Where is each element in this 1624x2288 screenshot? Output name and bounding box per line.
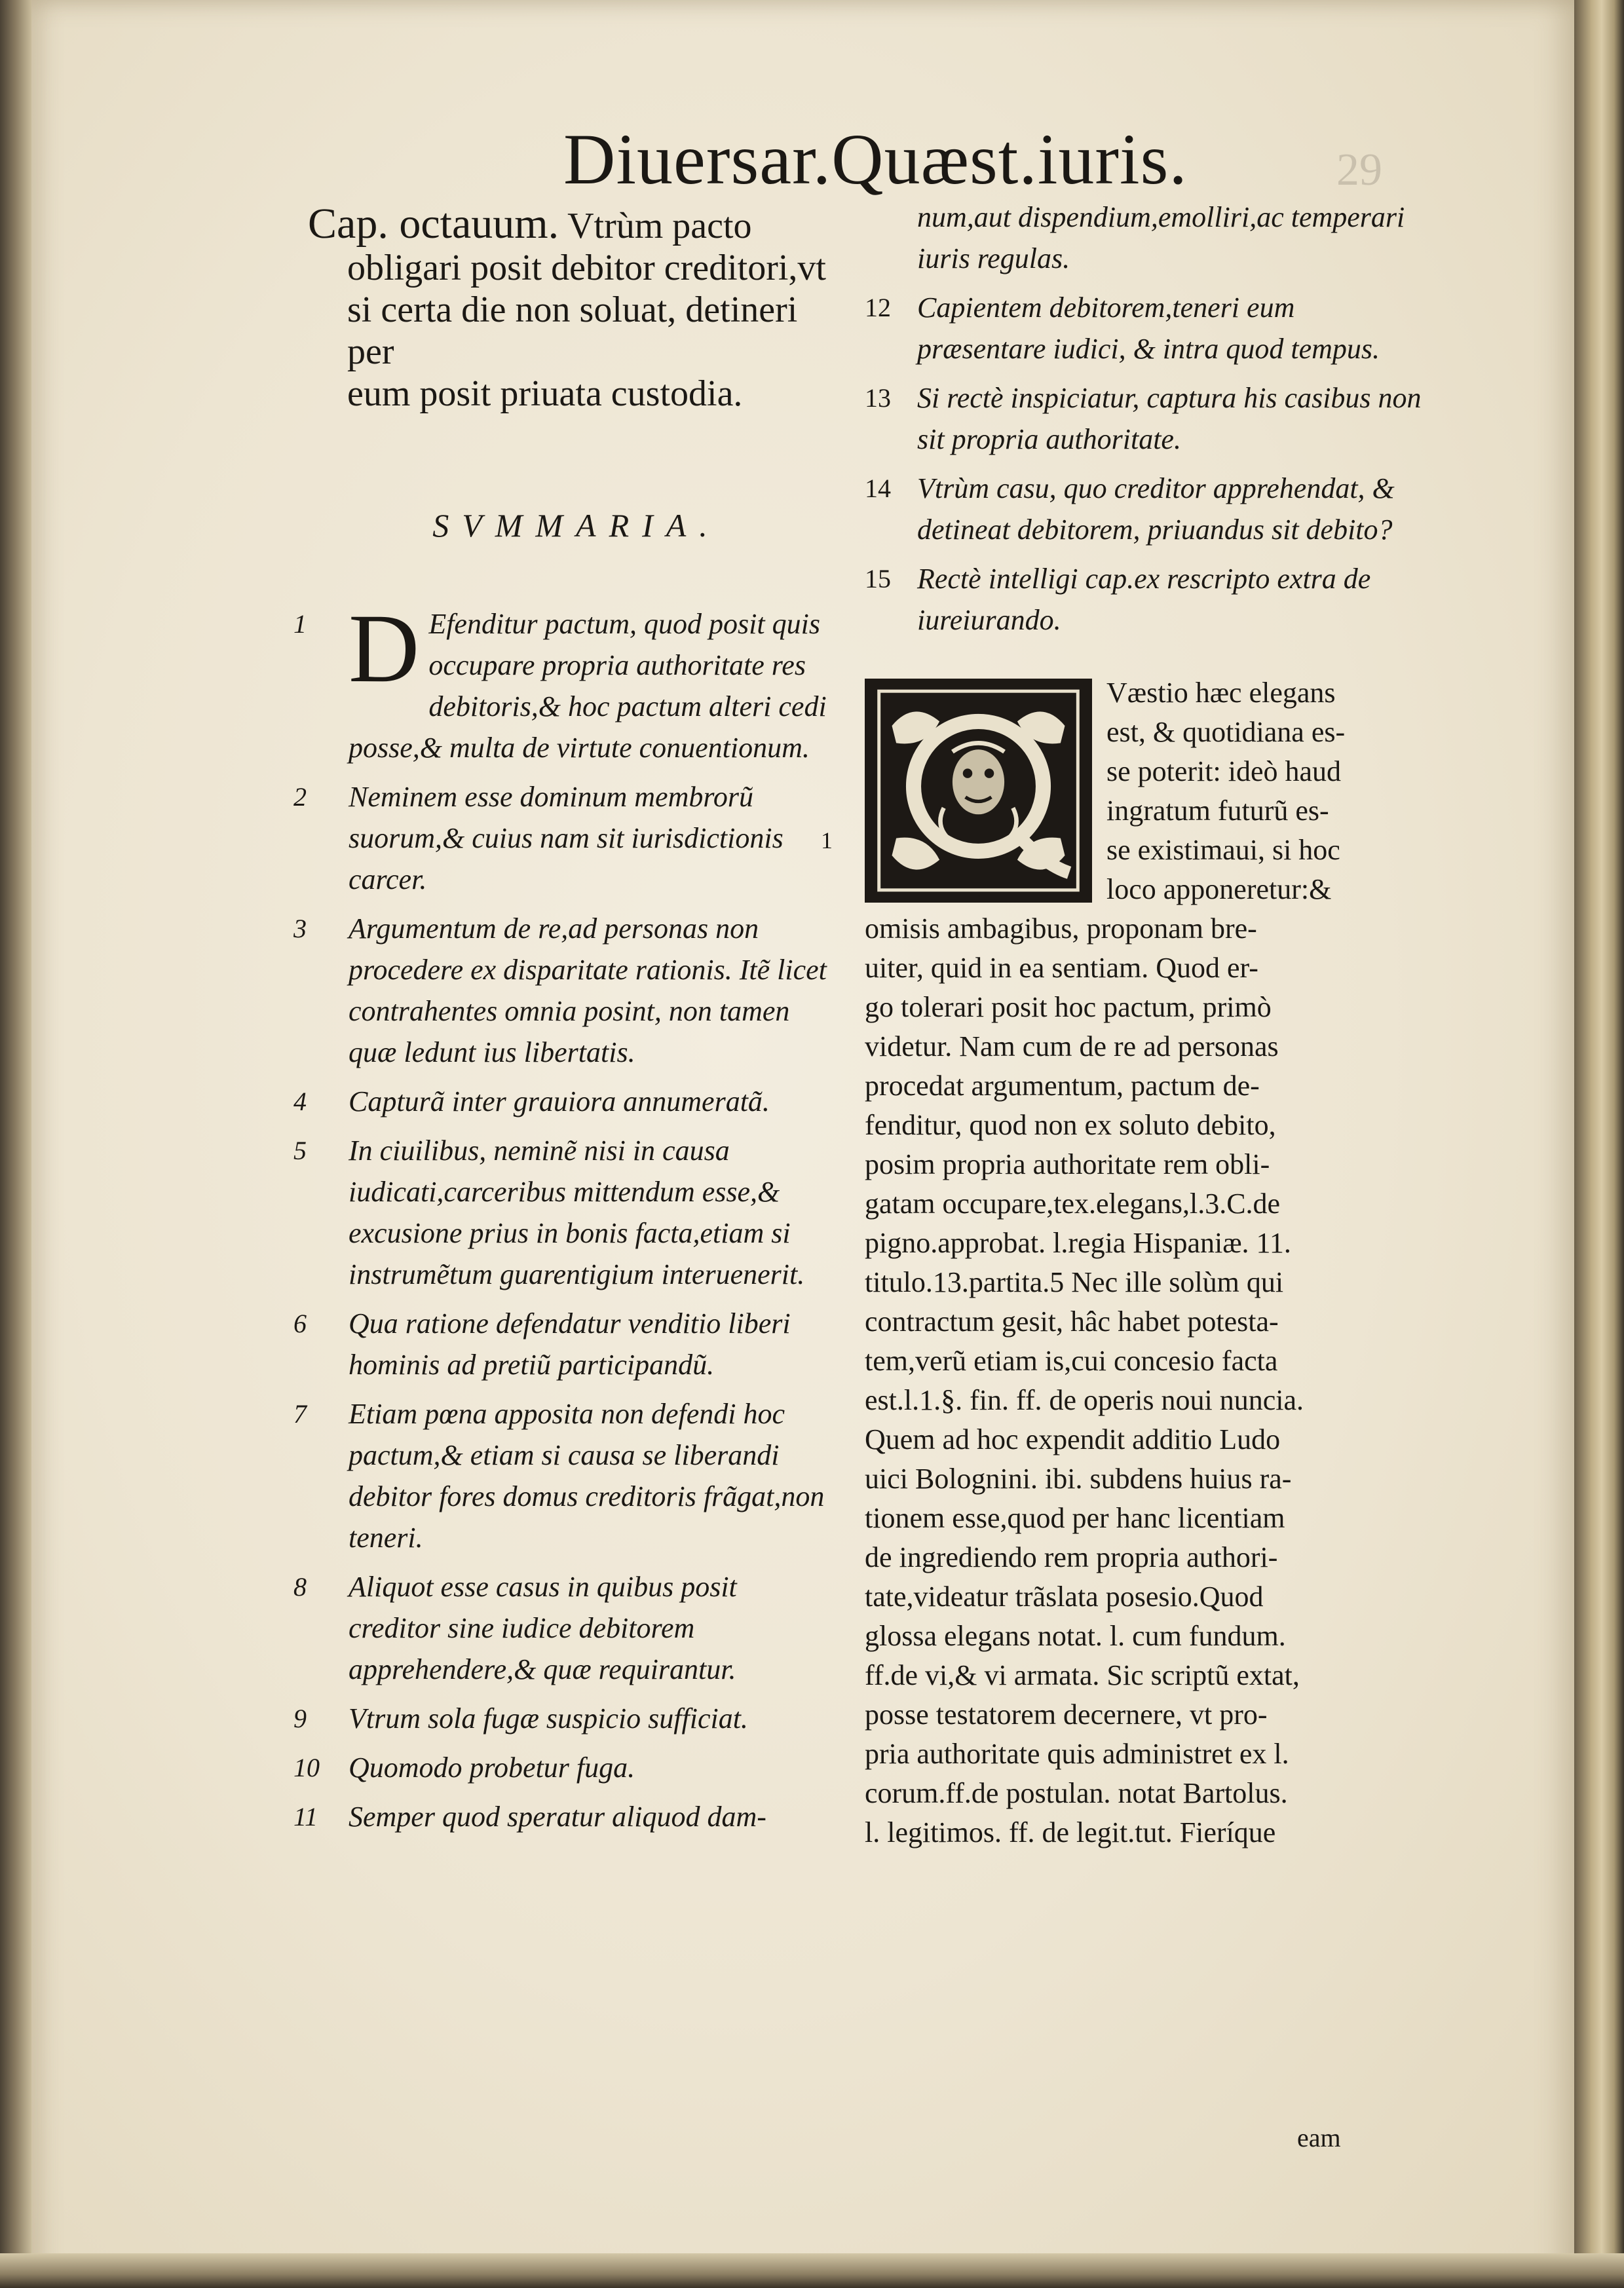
main-text-block: [865, 673, 1422, 1852]
body-line: tem,verũ etiam is,cui concesio facta: [865, 1345, 1278, 1377]
summaria-item-text: Argumentum de re,ad personas non procedere ex disparitate rationis. Itẽ licet contrahentes omnia posint, non tamen quæ ledunt ius libertatis.: [349, 912, 827, 1068]
summaria-item-text: Aliquot esse casus in quibus posit creditor sine iudice debitorem apprehendere,& quæ requirantur.: [349, 1571, 737, 1685]
woodcut-initial-icon: [869, 683, 1088, 899]
body-line: uici Bolognini. ibi. subdens huius ra-: [865, 1463, 1292, 1495]
body-line: ingratum futurũ es-: [1106, 795, 1329, 827]
summaria-item-number: 7: [293, 1399, 307, 1429]
body-line: Quem ad hoc expendit additio Ludo: [865, 1423, 1281, 1455]
body-line: pria authoritate quis administret ex l.: [865, 1738, 1289, 1770]
summaria-item: [865, 287, 1422, 369]
summaria-item-text: Neminem esse dominum membrorũ suorum,& cuius nam sit iurisdictionis carcer.: [349, 781, 784, 895]
margin-note-number: 1: [821, 827, 833, 853]
right-column: [865, 197, 1422, 1852]
summaria-item-number: 11: [293, 1802, 318, 1831]
summaria-item: [293, 1698, 832, 1739]
summaria-item-number: 3: [293, 914, 307, 943]
body-line: posse testatorem decernere, vt pro-: [865, 1698, 1268, 1731]
body-line: l. legitimos. ff. de legit.tut. Fieríque: [865, 1816, 1276, 1848]
body-line: fenditur, quod non ex soluto debito,: [865, 1109, 1276, 1141]
body-line: gatam occupare,tex.elegans,l.3.C.de: [865, 1188, 1281, 1220]
summaria-item-text: In ciuilibus, neminẽ nisi in causa iudicati,carceribus mittendum esse,& excusione prius in bonis facta,etiam si instrumẽtum guarentigium interuenerit.: [349, 1135, 805, 1290]
book-right-edge: [1574, 0, 1624, 2288]
summaria-list-right: [865, 287, 1422, 641]
body-line: videtur. Nam cum de re ad personas: [865, 1030, 1279, 1062]
summaria-item-text: Semper quod speratur aliquod dam-: [349, 1801, 766, 1833]
chapter-lead: Cap. octauum.: [308, 200, 559, 248]
chapter-line-1: Vtrùm pacto: [567, 206, 752, 246]
summaria-item: [865, 377, 1422, 460]
summaria-item: [293, 776, 832, 900]
ghost-page-number: 29: [1336, 145, 1382, 195]
summaria-item: [293, 1796, 832, 1837]
summaria-item: [293, 1130, 832, 1295]
summaria-item-text: Quomodo probetur fuga.: [349, 1752, 635, 1784]
summaria-item-text: Capientem debitorem,teneri eum præsentare iudici, & intra quod tempus.: [917, 291, 1380, 365]
summaria-item: [293, 594, 832, 768]
summaria-item-number: 5: [293, 1136, 307, 1165]
body-line: ff.de vi,& vi armata. Sic scriptũ extat,: [865, 1659, 1300, 1691]
body-line: se poterit: ideò haud: [1106, 755, 1342, 787]
summaria-item: [293, 1303, 832, 1385]
body-line: titulo.13.partita.5 Nec ille solùm qui: [865, 1266, 1284, 1298]
body-line: pigno.approbat. l.regia Hispaniæ. 11.: [865, 1227, 1291, 1259]
summaria-item-text: Capturã inter grauiora annumeratã.: [349, 1085, 770, 1117]
body-line: omisis ambagibus, proponam bre-: [865, 912, 1257, 945]
chapter-line-2: obligari posit debitor creditori,vt: [347, 248, 826, 288]
body-line: posim propria authoritate rem obli-: [865, 1148, 1270, 1180]
summaria-item: [293, 1393, 832, 1558]
body-line: tionem esse,quod per hanc licentiam: [865, 1502, 1285, 1534]
body-line: corum.ff.de postulan. notat Bartolus.: [865, 1777, 1288, 1809]
summaria-item-number: 8: [293, 1572, 307, 1602]
summaria-item-number: 12: [865, 293, 891, 322]
summaria-item: [293, 1747, 832, 1788]
chapter-line-4: eum posit priuata custodia.: [347, 373, 743, 414]
summaria-item-text: Qua ratione defendatur venditio liberi hominis ad pretiũ participandũ.: [349, 1307, 791, 1381]
summaria-item-text: Efenditur pactum, quod posit quis occupare propria authoritate res debitoris,& hoc pactum alteri cedi posse,& multa de virtute conuentionum.: [349, 608, 827, 764]
summaria-item-text: Rectè intelligi cap.ex rescripto extra de iureiurando.: [917, 563, 1371, 636]
initial-letter: Q: [978, 894, 980, 897]
body-line: go tolerari posit hoc pactum, primò: [865, 991, 1272, 1023]
summaria-item-number: 13: [865, 383, 891, 413]
body-line: loco apponeretur:&: [1106, 873, 1332, 905]
summaria-item-number: 1: [293, 609, 307, 639]
summaria-item-text: Si rectè inspiciatur, captura his casibus non sit propria authoritate.: [917, 382, 1422, 455]
left-column: [293, 200, 832, 1845]
summaria-item-number: 14: [865, 474, 891, 503]
body-line: uiter, quid in ea sentiam. Quod er-: [865, 952, 1258, 984]
summaria-item: [293, 1566, 832, 1690]
summaria-item-text: Vtrùm casu, quo creditor apprehendat, & detineat debitorem, priuandus sit debito?: [917, 472, 1395, 546]
summaria-item: [293, 1081, 832, 1122]
body-line: de ingrediendo rem propria authori-: [865, 1541, 1278, 1573]
summaria-heading: SVMMARIA.: [432, 507, 721, 544]
chapter-line-3: si certa die non soluat, detineri per: [347, 290, 798, 372]
body-line: est.l.1.§. fin. ff. de operis noui nuncia.: [865, 1384, 1304, 1416]
body-line: Væstio hæc elegans: [1106, 677, 1336, 709]
summaria-item-text: Etiam pœna apposita non defendi hoc pactum,& etiam si causa se liberandi debitor fores domus creditoris frãgat,non teneri.: [349, 1398, 825, 1554]
summaria-item-number: 15: [865, 564, 891, 593]
summaria-item-number: 2: [293, 782, 307, 812]
summaria-item-number: 9: [293, 1704, 307, 1733]
body-line: contractum gesit, hâc habet potesta-: [865, 1305, 1279, 1338]
body-line: tate,videatur trãslata posesio.Quod: [865, 1581, 1264, 1613]
summaria-item: [865, 558, 1422, 641]
running-head: Diuersar.Quæst.iuris.: [563, 119, 1188, 199]
body-line: procedat argumentum, pactum de-: [865, 1070, 1260, 1102]
chapter-title: [308, 200, 832, 415]
body-line: se existimaui, si hoc: [1106, 834, 1340, 866]
summaria-item-number: 10: [293, 1753, 320, 1782]
body-line: glossa elegans notat. l. cum fundum.: [865, 1620, 1286, 1652]
summaria-item-number: 6: [293, 1309, 307, 1338]
body-line: est, & quotidiana es-: [1106, 716, 1346, 748]
decorated-initial: [865, 679, 1092, 903]
book-bottom-edge: [0, 2253, 1624, 2288]
summaria-dropcap: D: [349, 594, 420, 703]
summaria-item: [293, 908, 832, 1073]
summaria-list-left: [293, 594, 832, 1837]
summaria-item: [865, 468, 1422, 550]
summaria-continuation: num,aut dispendium,emolliri,ac temperari iuris regulas.: [917, 201, 1405, 274]
summaria-item-number: 4: [293, 1087, 307, 1116]
summaria-item-text: Vtrum sola fugæ suspicio sufficiat.: [349, 1702, 748, 1735]
catchword: eam: [1297, 2123, 1341, 2152]
